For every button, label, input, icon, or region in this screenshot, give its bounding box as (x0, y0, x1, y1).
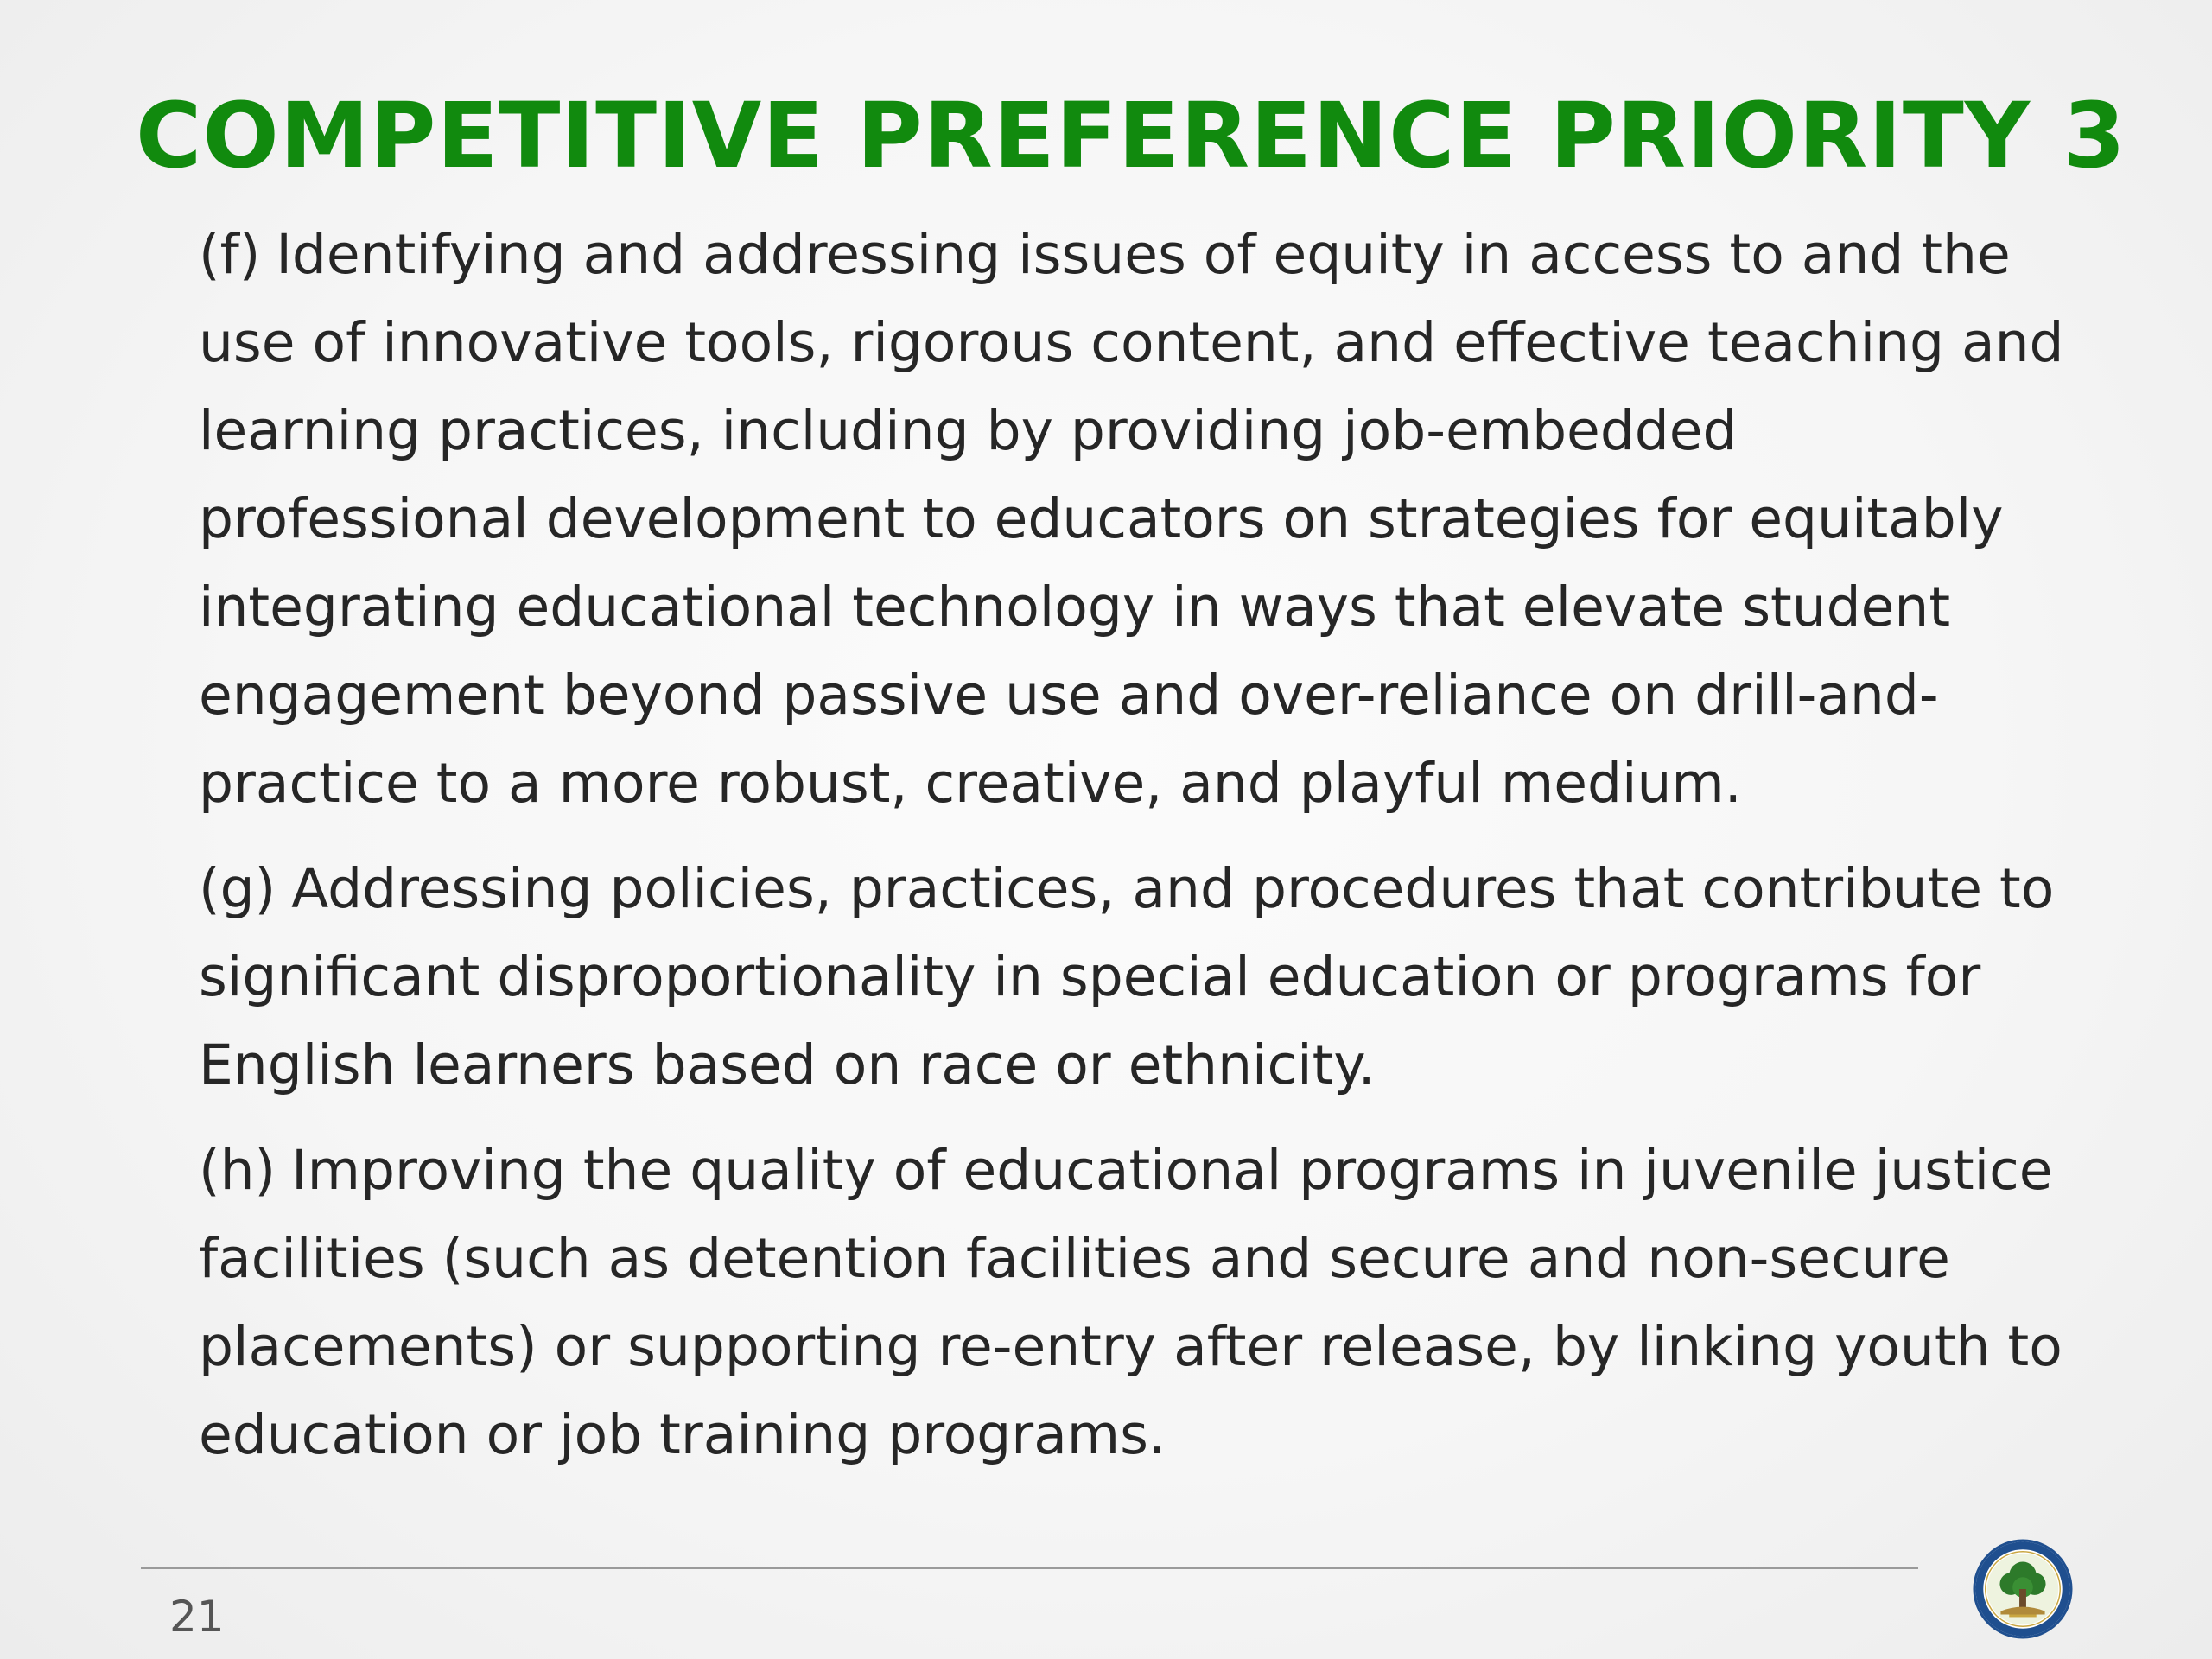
slide-content (199, 211, 2082, 1479)
paragraph-label: (h) (199, 1139, 276, 1202)
paragraph-text: Identifying and addressing issues of equity in access to and the use of innovative tools, rigorous content, and effective teaching and learning practices, including by providing job-embedded professional development to educators on strategies for equitably integrating educational technology in ways that elevate student engagement beyond passive use and over-reliance on drill-and-practice to a more robust, creative, and playful medium. (199, 223, 2064, 815)
paragraph-text: Addressing policies, practices, and procedures that contribute to significant disproportionality in special education or programs for English learners based on race or ethnicity. (199, 857, 2055, 1096)
paragraph-label: (g) (199, 857, 276, 920)
paragraph-label: (f) (199, 223, 261, 286)
paragraph-f (199, 211, 2082, 828)
footer-divider (141, 1567, 1918, 1569)
page-number: 21 (169, 1592, 225, 1642)
slide-title: COMPETITIVE PREFERENCE PRIORITY 3 (136, 83, 2126, 188)
paragraph-g (199, 845, 2082, 1109)
paragraph-text: Improving the quality of educational programs in juvenile justice facilities (such as detention facilities and secure and non-secure placements) or supporting re-entry after release, by linking youth to education or job training programs. (199, 1139, 2063, 1466)
department-of-education-seal-icon (1972, 1538, 2074, 1640)
paragraph-h (199, 1127, 2082, 1479)
